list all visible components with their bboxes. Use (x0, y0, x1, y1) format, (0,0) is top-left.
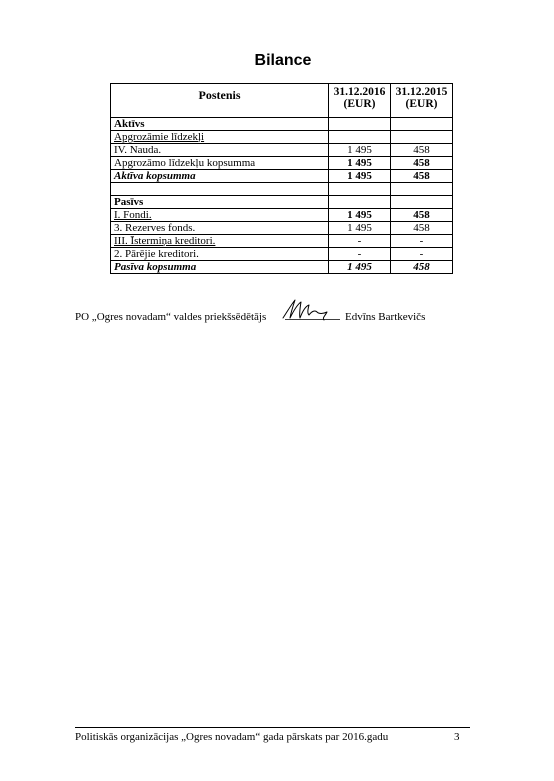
signatory-role: PO „Ogres novadam“ valdes priekšsēdētājs (75, 311, 267, 323)
table-row (111, 196, 453, 209)
value-2015: 458 (391, 144, 453, 157)
value-2015: 458 (391, 261, 453, 274)
table-row (111, 118, 453, 131)
row-label: Aktīvs (111, 118, 329, 131)
value-2015: - (391, 248, 453, 261)
row-label: I. Fondi. (111, 209, 329, 222)
handwritten-signature (278, 297, 342, 325)
row-label: IV. Nauda. (111, 144, 329, 157)
value-2015: 458 (391, 157, 453, 170)
value-2016: 1 495 (329, 209, 391, 222)
row-label: Pasīvs (111, 196, 329, 209)
table-row (111, 248, 453, 261)
row-label: Apgrozāmo līdzekļu kopsumma (111, 157, 329, 170)
blank-cell (111, 183, 329, 196)
table-row (111, 170, 453, 183)
value-2015 (391, 196, 453, 209)
table-row (111, 209, 453, 222)
table-row (111, 222, 453, 235)
table-row (111, 131, 453, 144)
signatory-name: Edvīns Bartkevičs (345, 311, 426, 323)
value-2016: 1 495 (329, 222, 391, 235)
header-2015 (391, 84, 453, 118)
value-2016: 1 495 (329, 157, 391, 170)
footer-divider (75, 727, 470, 728)
table-row (111, 261, 453, 274)
header-2016-date: 31.12.2016 (333, 86, 386, 98)
value-2016 (329, 118, 391, 131)
value-2015 (391, 118, 453, 131)
balance-table (110, 83, 453, 274)
value-2015: 458 (391, 222, 453, 235)
table-header-row (111, 84, 453, 118)
value-2016 (329, 131, 391, 144)
table-row (111, 157, 453, 170)
header-2015-unit: (EUR) (405, 98, 438, 110)
value-2015 (391, 131, 453, 144)
value-2015: - (391, 235, 453, 248)
value-2016: 1 495 (329, 261, 391, 274)
value-2016: - (329, 235, 391, 248)
page-title: Bilance (254, 52, 312, 69)
value-2015: 458 (391, 170, 453, 183)
blank-cell (391, 183, 453, 196)
header-item: Postenis (111, 84, 329, 118)
row-label: 3. Rezerves fonds. (111, 222, 329, 235)
page-number: 3 (454, 731, 460, 743)
value-2016: - (329, 248, 391, 261)
value-2016 (329, 196, 391, 209)
table-row (111, 235, 453, 248)
header-2016 (329, 84, 391, 118)
row-label: Pasīva kopsumma (111, 261, 329, 274)
header-2015-date: 31.12.2015 (395, 86, 448, 98)
header-2016-unit: (EUR) (343, 98, 376, 110)
row-label: Aktīva kopsumma (111, 170, 329, 183)
table-row-blank (111, 183, 453, 196)
row-label: 2. Pārējie kreditori. (111, 248, 329, 261)
blank-cell (329, 183, 391, 196)
value-2016: 1 495 (329, 170, 391, 183)
row-label: Apgrozāmie līdzekļi (111, 131, 329, 144)
value-2015: 458 (391, 209, 453, 222)
table-row (111, 144, 453, 157)
row-label: III. Īstermiņa kreditori. (111, 235, 329, 248)
value-2016: 1 495 (329, 144, 391, 157)
footer-text: Politiskās organizācijas „Ogres novadam“ gada pārskats par 2016.gadu (75, 731, 389, 743)
